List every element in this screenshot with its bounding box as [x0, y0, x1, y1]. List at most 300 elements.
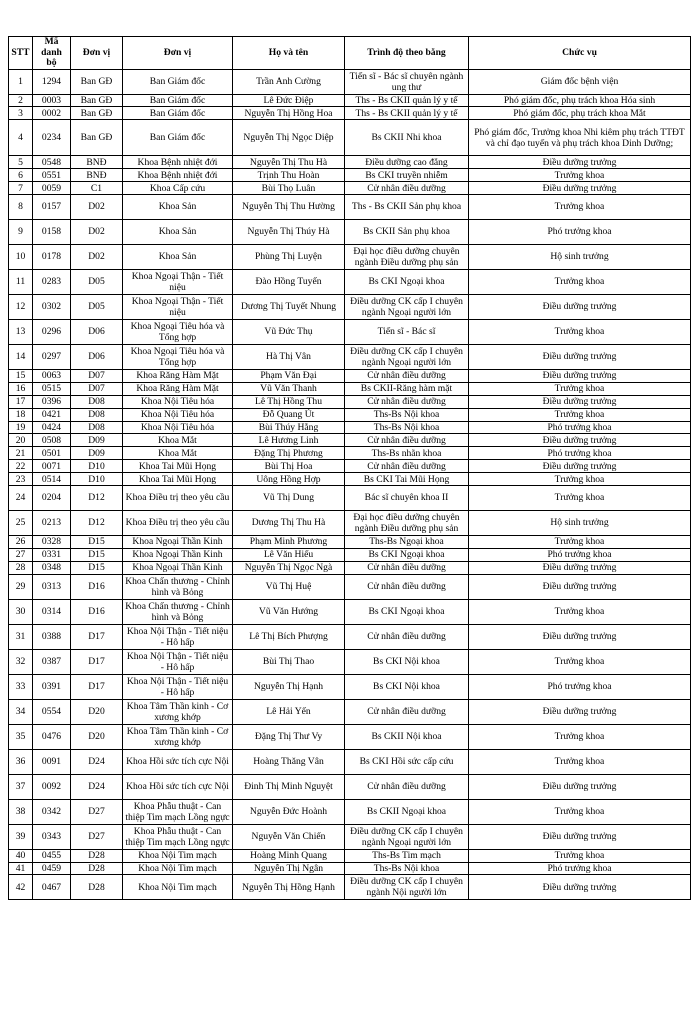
cell-name: Lê Thị Hồng Thu — [233, 395, 345, 408]
cell-unit-code: D08 — [71, 421, 123, 434]
cell-code: 0421 — [33, 408, 71, 421]
cell-code: 0508 — [33, 434, 71, 447]
cell-name: Nguyễn Thị Ngọc Diệp — [233, 120, 345, 156]
cell-stt: 31 — [9, 624, 33, 649]
cell-unit-name: Khoa Phẫu thuật - Can thiệp Tim mạch Lồng ngực — [123, 799, 233, 824]
cell-position: Điều dưỡng trưởng — [469, 561, 691, 574]
cell-code: 0551 — [33, 169, 71, 182]
cell-name: Nguyễn Đức Hoành — [233, 799, 345, 824]
cell-unit-code: D16 — [71, 599, 123, 624]
cell-unit-code: BNĐ — [71, 169, 123, 182]
table-row — [9, 510, 691, 535]
cell-code: 0204 — [33, 485, 71, 510]
cell-degree: Tiến sĩ - Bác sĩ chuyên ngành ung thư — [345, 69, 469, 94]
table-row — [9, 574, 691, 599]
cell-stt: 19 — [9, 421, 33, 434]
table-row — [9, 408, 691, 421]
cell-stt: 21 — [9, 447, 33, 460]
cell-position: Điều dưỡng trưởng — [469, 875, 691, 900]
table-row — [9, 749, 691, 774]
cell-degree: Ths - Bs CKII quản lý y tế — [345, 107, 469, 120]
cell-position: Trưởng khoa — [469, 749, 691, 774]
cell-degree: Điều dưỡng CK cấp I chuyên ngành Ngoại người lớn — [345, 344, 469, 369]
cell-position: Trưởng khoa — [469, 535, 691, 548]
table-row — [9, 485, 691, 510]
cell-name: Bùi Thúy Hằng — [233, 421, 345, 434]
cell-stt: 26 — [9, 535, 33, 548]
cell-unit-code: D17 — [71, 674, 123, 699]
cell-degree: Bs CKII Sản phụ khoa — [345, 219, 469, 244]
cell-name: Nguyễn Thị Thu Hường — [233, 194, 345, 219]
cell-stt: 30 — [9, 599, 33, 624]
cell-stt: 5 — [9, 156, 33, 169]
cell-unit-name: Khoa Ngoại Thận - Tiết niệu — [123, 269, 233, 294]
cell-position: Trưởng khoa — [469, 724, 691, 749]
cell-position: Hộ sinh trưởng — [469, 510, 691, 535]
cell-stt: 1 — [9, 69, 33, 94]
cell-position: Phó trưởng khoa — [469, 862, 691, 875]
cell-stt: 40 — [9, 849, 33, 862]
cell-unit-code: D06 — [71, 319, 123, 344]
cell-stt: 34 — [9, 699, 33, 724]
cell-unit-code: D15 — [71, 548, 123, 561]
cell-unit-name: Khoa Tâm Thần kinh - Cơ xương khớp — [123, 699, 233, 724]
cell-code: 0388 — [33, 624, 71, 649]
table-row — [9, 434, 691, 447]
cell-name: Hoàng Minh Quang — [233, 849, 345, 862]
cell-degree: Ths - Bs CKII Sản phụ khoa — [345, 194, 469, 219]
cell-position: Điều dưỡng trưởng — [469, 395, 691, 408]
cell-unit-code: D24 — [71, 749, 123, 774]
cell-degree: Cử nhân điều dưỡng — [345, 561, 469, 574]
table-row — [9, 382, 691, 395]
cell-degree: Cử nhân điều dưỡng — [345, 369, 469, 382]
table-row — [9, 182, 691, 195]
cell-degree: Bs CKI Nội khoa — [345, 649, 469, 674]
cell-unit-code: Ban GĐ — [71, 94, 123, 107]
staff-table-container — [8, 36, 691, 900]
cell-unit-name: Khoa Mắt — [123, 434, 233, 447]
cell-unit-name: Khoa Nội Thận - Tiết niệu - Hô hấp — [123, 649, 233, 674]
cell-position: Phó trưởng khoa — [469, 219, 691, 244]
cell-stt: 25 — [9, 510, 33, 535]
cell-unit-code: D24 — [71, 774, 123, 799]
table-row — [9, 294, 691, 319]
cell-position: Điều dưỡng trưởng — [469, 344, 691, 369]
cell-code: 0157 — [33, 194, 71, 219]
cell-position: Trưởng khoa — [469, 194, 691, 219]
cell-code: 0514 — [33, 473, 71, 486]
cell-name: Nguyễn Thị Thu Hà — [233, 156, 345, 169]
cell-name: Hoàng Thăng Vân — [233, 749, 345, 774]
cell-unit-name: Khoa Nội Tim mạch — [123, 862, 233, 875]
cell-unit-code: D07 — [71, 382, 123, 395]
header-name: Họ và tên — [233, 37, 345, 70]
cell-code: 0313 — [33, 574, 71, 599]
cell-name: Hà Thị Vân — [233, 344, 345, 369]
cell-position: Điều dưỡng trưởng — [469, 294, 691, 319]
cell-degree: Ths-Bs Nội khoa — [345, 421, 469, 434]
cell-unit-code: D28 — [71, 862, 123, 875]
cell-degree: Đại học điều dưỡng chuyên ngành Điều dưỡng phụ sản — [345, 244, 469, 269]
cell-unit-name: Ban Giám đốc — [123, 120, 233, 156]
cell-position: Phó giám đốc, phụ trách khoa Mắt — [469, 107, 691, 120]
cell-unit-name: Khoa Hồi sức tích cực Nội — [123, 749, 233, 774]
cell-unit-name: Khoa Ngoại Thần Kinh — [123, 548, 233, 561]
cell-degree: Bác sĩ chuyên khoa II — [345, 485, 469, 510]
cell-unit-name: Ban Giám đốc — [123, 94, 233, 107]
cell-unit-name: Khoa Chấn thương - Chỉnh hình và Bỏng — [123, 574, 233, 599]
cell-name: Nguyễn Thị Hạnh — [233, 674, 345, 699]
cell-stt: 6 — [9, 169, 33, 182]
table-row — [9, 862, 691, 875]
cell-name: Lê Thị Bích Phượng — [233, 624, 345, 649]
cell-position: Trưởng khoa — [469, 269, 691, 294]
cell-degree: Điều dưỡng CK cấp I chuyên ngành Nội người lớn — [345, 875, 469, 900]
cell-position: Điều dưỡng trưởng — [469, 624, 691, 649]
cell-unit-code: D12 — [71, 485, 123, 510]
cell-position: Điều dưỡng trưởng — [469, 574, 691, 599]
cell-degree: Cử nhân điều dưỡng — [345, 460, 469, 473]
cell-position: Giám đốc bệnh viện — [469, 69, 691, 94]
cell-unit-name: Khoa Nội Thận - Tiết niệu - Hô hấp — [123, 674, 233, 699]
cell-degree: Cử nhân điều dưỡng — [345, 395, 469, 408]
cell-unit-name: Khoa Sản — [123, 194, 233, 219]
cell-name: Nguyễn Thị Ngân — [233, 862, 345, 875]
cell-unit-name: Khoa Chấn thương - Chỉnh hình và Bỏng — [123, 599, 233, 624]
cell-degree: Bs CKI Ngoại khoa — [345, 269, 469, 294]
cell-degree: Cử nhân điều dưỡng — [345, 182, 469, 195]
cell-code: 0467 — [33, 875, 71, 900]
cell-code: 0476 — [33, 724, 71, 749]
cell-degree: Cử nhân điều dưỡng — [345, 624, 469, 649]
cell-name: Vũ Văn Hướng — [233, 599, 345, 624]
cell-stt: 32 — [9, 649, 33, 674]
cell-code: 0501 — [33, 447, 71, 460]
cell-position: Điều dưỡng trưởng — [469, 369, 691, 382]
cell-degree: Bs CKI Tai Mũi Họng — [345, 473, 469, 486]
cell-unit-name: Khoa Bệnh nhiệt đới — [123, 156, 233, 169]
cell-unit-code: D10 — [71, 473, 123, 486]
cell-unit-code: D17 — [71, 624, 123, 649]
cell-stt: 4 — [9, 120, 33, 156]
cell-code: 0554 — [33, 699, 71, 724]
cell-unit-name: Khoa Phẫu thuật - Can thiệp Tim mạch Lồng ngực — [123, 824, 233, 849]
cell-stt: 15 — [9, 369, 33, 382]
cell-degree: Đại học điều dưỡng chuyên ngành Điều dưỡng phụ sản — [345, 510, 469, 535]
cell-unit-code: D09 — [71, 447, 123, 460]
cell-stt: 42 — [9, 875, 33, 900]
table-row — [9, 156, 691, 169]
cell-code: 0213 — [33, 510, 71, 535]
cell-unit-name: Khoa Sản — [123, 244, 233, 269]
cell-unit-code: D28 — [71, 875, 123, 900]
cell-degree: Ths-Bs nhãn khoa — [345, 447, 469, 460]
cell-name: Vũ Thị Dung — [233, 485, 345, 510]
cell-position: Phó giám đốc, Trưởng khoa Nhi kiêm phụ trách TTĐT và chỉ đạo tuyến và phụ trách khoa Dinh Dưỡng; — [469, 120, 691, 156]
cell-unit-code: D07 — [71, 369, 123, 382]
cell-name: Đỗ Quang Út — [233, 408, 345, 421]
cell-stt: 38 — [9, 799, 33, 824]
cell-unit-code: D09 — [71, 434, 123, 447]
cell-degree: Bs CKII Nội khoa — [345, 724, 469, 749]
header-stt: STT — [9, 37, 33, 70]
cell-unit-name: Khoa Răng Hàm Mặt — [123, 382, 233, 395]
cell-position: Trưởng khoa — [469, 382, 691, 395]
cell-unit-code: D15 — [71, 535, 123, 548]
table-row — [9, 421, 691, 434]
cell-stt: 9 — [9, 219, 33, 244]
cell-name: Vũ Thị Huệ — [233, 574, 345, 599]
cell-degree: Bs CKI Ngoại khoa — [345, 599, 469, 624]
cell-code: 0331 — [33, 548, 71, 561]
table-row — [9, 875, 691, 900]
table-row — [9, 824, 691, 849]
cell-degree: Cử nhân điều dưỡng — [345, 774, 469, 799]
cell-unit-name: Khoa Cấp cứu — [123, 182, 233, 195]
cell-name: Lê Văn Hiếu — [233, 548, 345, 561]
cell-stt: 11 — [9, 269, 33, 294]
cell-unit-code: D02 — [71, 219, 123, 244]
cell-position: Điều dưỡng trưởng — [469, 156, 691, 169]
cell-code: 0003 — [33, 94, 71, 107]
cell-code: 0063 — [33, 369, 71, 382]
cell-stt: 18 — [9, 408, 33, 421]
cell-name: Lê Hương Linh — [233, 434, 345, 447]
cell-unit-code: Ban GĐ — [71, 107, 123, 120]
cell-unit-code: D20 — [71, 699, 123, 724]
table-row — [9, 194, 691, 219]
cell-stt: 27 — [9, 548, 33, 561]
cell-unit-code: D05 — [71, 269, 123, 294]
cell-degree: Ths-Bs Tim mạch — [345, 849, 469, 862]
cell-unit-name: Khoa Ngoại Thần Kinh — [123, 535, 233, 548]
cell-degree: Bs CKI Ngoại khoa — [345, 548, 469, 561]
cell-name: Trịnh Thu Hoàn — [233, 169, 345, 182]
cell-degree: Bs CKII Nhi khoa — [345, 120, 469, 156]
table-row — [9, 774, 691, 799]
cell-unit-name: Khoa Nội Tiêu hóa — [123, 421, 233, 434]
cell-unit-name: Khoa Ngoại Tiêu hóa và Tổng hợp — [123, 319, 233, 344]
cell-stt: 2 — [9, 94, 33, 107]
cell-code: 1294 — [33, 69, 71, 94]
cell-stt: 23 — [9, 473, 33, 486]
cell-code: 0059 — [33, 182, 71, 195]
table-row — [9, 473, 691, 486]
cell-stt: 35 — [9, 724, 33, 749]
cell-code: 0071 — [33, 460, 71, 473]
cell-code: 0455 — [33, 849, 71, 862]
table-row — [9, 395, 691, 408]
table-row — [9, 244, 691, 269]
cell-position: Trưởng khoa — [469, 485, 691, 510]
cell-unit-code: D10 — [71, 460, 123, 473]
table-body — [9, 69, 691, 900]
table-header-row — [9, 37, 691, 70]
cell-unit-code: D02 — [71, 244, 123, 269]
cell-stt: 22 — [9, 460, 33, 473]
table-row — [9, 799, 691, 824]
cell-stt: 10 — [9, 244, 33, 269]
cell-position: Phó trưởng khoa — [469, 548, 691, 561]
table-row — [9, 369, 691, 382]
cell-unit-code: BNĐ — [71, 156, 123, 169]
cell-name: Lê Hải Yến — [233, 699, 345, 724]
cell-stt: 20 — [9, 434, 33, 447]
table-row — [9, 699, 691, 724]
cell-unit-name: Ban Giám đốc — [123, 107, 233, 120]
cell-code: 0424 — [33, 421, 71, 434]
cell-degree: Điều dưỡng CK cấp I chuyên ngành Ngoại người lớn — [345, 294, 469, 319]
cell-unit-code: D27 — [71, 824, 123, 849]
cell-code: 0178 — [33, 244, 71, 269]
header-degree: Trình độ theo bằng — [345, 37, 469, 70]
cell-name: Bùi Thọ Luân — [233, 182, 345, 195]
cell-unit-code: D06 — [71, 344, 123, 369]
table-row — [9, 674, 691, 699]
cell-unit-name: Khoa Điều trị theo yêu cầu — [123, 485, 233, 510]
cell-unit-code: Ban GĐ — [71, 69, 123, 94]
cell-unit-name: Khoa Mắt — [123, 447, 233, 460]
cell-unit-name: Khoa Tai Mũi Họng — [123, 473, 233, 486]
cell-name: Đinh Thị Minh Nguyệt — [233, 774, 345, 799]
cell-degree: Ths-Bs Nội khoa — [345, 408, 469, 421]
cell-stt: 13 — [9, 319, 33, 344]
cell-unit-code: D05 — [71, 294, 123, 319]
cell-stt: 7 — [9, 182, 33, 195]
cell-unit-code: Ban GĐ — [71, 120, 123, 156]
cell-unit-code: D12 — [71, 510, 123, 535]
table-row — [9, 269, 691, 294]
cell-stt: 12 — [9, 294, 33, 319]
cell-code: 0343 — [33, 824, 71, 849]
cell-name: Bùi Thị Hoa — [233, 460, 345, 473]
header-code: Mã danh bộ — [33, 37, 71, 70]
cell-position: Điều dưỡng trưởng — [469, 434, 691, 447]
table-row — [9, 724, 691, 749]
table-row — [9, 94, 691, 107]
cell-name: Dương Thị Tuyết Nhung — [233, 294, 345, 319]
table-row — [9, 447, 691, 460]
cell-name: Đặng Thị Thư Vy — [233, 724, 345, 749]
cell-unit-name: Khoa Ngoại Thận - Tiết niệu — [123, 294, 233, 319]
header-position: Chức vụ — [469, 37, 691, 70]
cell-code: 0234 — [33, 120, 71, 156]
cell-name: Uông Hồng Hợp — [233, 473, 345, 486]
cell-unit-code: D27 — [71, 799, 123, 824]
cell-name: Nguyễn Văn Chiến — [233, 824, 345, 849]
cell-degree: Tiến sĩ - Bác sĩ — [345, 319, 469, 344]
cell-position: Trưởng khoa — [469, 849, 691, 862]
staff-table — [8, 36, 691, 900]
cell-code: 0314 — [33, 599, 71, 624]
table-row — [9, 849, 691, 862]
cell-stt: 39 — [9, 824, 33, 849]
table-row — [9, 344, 691, 369]
cell-code: 0342 — [33, 799, 71, 824]
cell-unit-name: Khoa Nội Thận - Tiết niệu - Hô hấp — [123, 624, 233, 649]
table-row — [9, 548, 691, 561]
cell-code: 0391 — [33, 674, 71, 699]
cell-degree: Cử nhân điều dưỡng — [345, 434, 469, 447]
cell-degree: Ths-Bs Ngoại khoa — [345, 535, 469, 548]
cell-position: Phó giám đốc, phụ trách khoa Hóa sinh — [469, 94, 691, 107]
cell-code: 0459 — [33, 862, 71, 875]
cell-stt: 36 — [9, 749, 33, 774]
cell-position: Trưởng khoa — [469, 799, 691, 824]
cell-code: 0396 — [33, 395, 71, 408]
cell-degree: Điều dưỡng cao đẳng — [345, 156, 469, 169]
cell-name: Nguyễn Thị Hồng Hoa — [233, 107, 345, 120]
cell-position: Trưởng khoa — [469, 599, 691, 624]
cell-code: 0158 — [33, 219, 71, 244]
table-row — [9, 624, 691, 649]
cell-stt: 37 — [9, 774, 33, 799]
cell-position: Trưởng khoa — [469, 649, 691, 674]
cell-position: Điều dưỡng trưởng — [469, 460, 691, 473]
cell-degree: Ths-Bs Nội khoa — [345, 862, 469, 875]
cell-unit-code: D08 — [71, 395, 123, 408]
cell-stt: 16 — [9, 382, 33, 395]
cell-unit-code: D02 — [71, 194, 123, 219]
cell-code: 0296 — [33, 319, 71, 344]
cell-code: 0283 — [33, 269, 71, 294]
cell-name: Đào Hồng Tuyến — [233, 269, 345, 294]
cell-position: Hộ sinh trưởng — [469, 244, 691, 269]
cell-code: 0387 — [33, 649, 71, 674]
table-row — [9, 460, 691, 473]
cell-unit-name: Khoa Nội Tiêu hóa — [123, 395, 233, 408]
cell-unit-name: Khoa Nội Tim mạch — [123, 875, 233, 900]
cell-code: 0002 — [33, 107, 71, 120]
cell-unit-name: Khoa Bệnh nhiệt đới — [123, 169, 233, 182]
cell-unit-code: D20 — [71, 724, 123, 749]
cell-position: Trưởng khoa — [469, 473, 691, 486]
cell-name: Bùi Thị Thao — [233, 649, 345, 674]
cell-unit-name: Khoa Nội Tim mạch — [123, 849, 233, 862]
cell-name: Nguyễn Thị Hồng Hạnh — [233, 875, 345, 900]
cell-name: Phạm Minh Phương — [233, 535, 345, 548]
cell-name: Trần Anh Cường — [233, 69, 345, 94]
table-row — [9, 69, 691, 94]
cell-unit-name: Khoa Răng Hàm Mặt — [123, 369, 233, 382]
cell-unit-name: Khoa Điều trị theo yêu cầu — [123, 510, 233, 535]
cell-stt: 17 — [9, 395, 33, 408]
cell-unit-name: Khoa Sản — [123, 219, 233, 244]
cell-code: 0091 — [33, 749, 71, 774]
cell-position: Trưởng khoa — [469, 319, 691, 344]
cell-unit-code: D17 — [71, 649, 123, 674]
header-unit-name: Đơn vị — [123, 37, 233, 70]
cell-degree: Bs CKII-Răng hàm mặt — [345, 382, 469, 395]
cell-degree: Bs CKI Hồi sức cấp cứu — [345, 749, 469, 774]
cell-degree: Bs CKI truyền nhiễm — [345, 169, 469, 182]
cell-stt: 28 — [9, 561, 33, 574]
cell-unit-name: Khoa Nội Tiêu hóa — [123, 408, 233, 421]
header-unit-code: Đơn vị — [71, 37, 123, 70]
cell-degree: Bs CKI Nội khoa — [345, 674, 469, 699]
cell-code: 0092 — [33, 774, 71, 799]
table-row — [9, 107, 691, 120]
cell-position: Phó trưởng khoa — [469, 674, 691, 699]
cell-unit-code: C1 — [71, 182, 123, 195]
cell-degree: Điều dưỡng CK cấp I chuyên ngành Ngoại người lớn — [345, 824, 469, 849]
cell-degree: Cử nhân điều dưỡng — [345, 574, 469, 599]
table-row — [9, 319, 691, 344]
cell-name: Dương Thị Thu Hà — [233, 510, 345, 535]
cell-position: Phó trưởng khoa — [469, 421, 691, 434]
cell-position: Điều dưỡng trưởng — [469, 774, 691, 799]
